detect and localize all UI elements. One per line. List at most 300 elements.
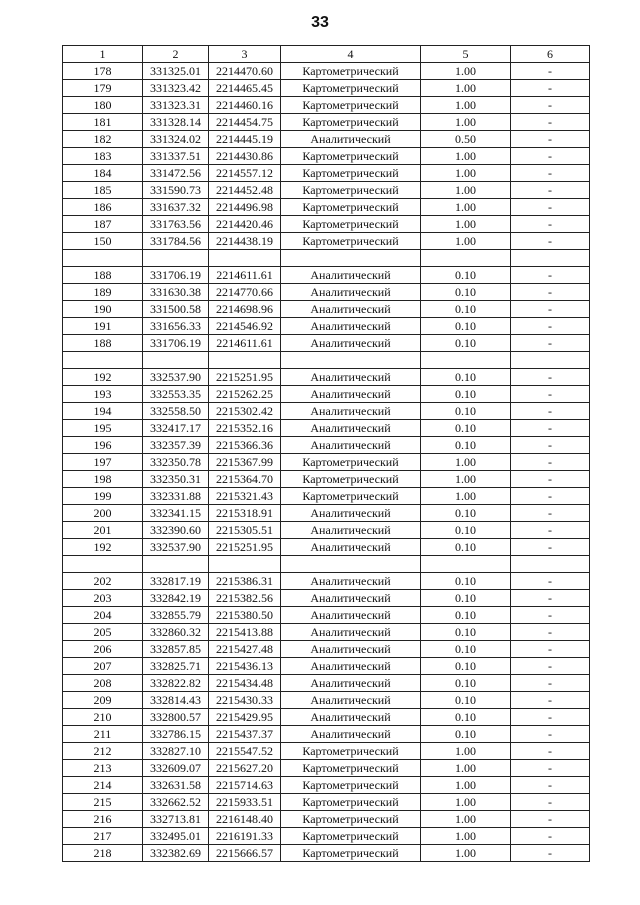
column-header: 5 (421, 46, 511, 63)
table-cell: Аналитический (281, 437, 421, 454)
table-cell: 1.00 (421, 777, 511, 794)
table-cell: 332713.81 (143, 811, 209, 828)
table-row (63, 743, 590, 760)
table-cell: 0.10 (421, 607, 511, 624)
table-cell: Картометрический (281, 794, 421, 811)
table-cell: - (511, 777, 590, 794)
table-cell: 2214452.48 (209, 182, 281, 199)
table-cell: 332558.50 (143, 403, 209, 420)
table-cell: 2215933.51 (209, 794, 281, 811)
table-cell: 207 (63, 658, 143, 675)
table-cell: - (511, 369, 590, 386)
table-cell: 0.10 (421, 505, 511, 522)
table-cell: 182 (63, 131, 143, 148)
table-cell: Картометрический (281, 97, 421, 114)
table-cell: - (511, 335, 590, 352)
table-cell: Картометрический (281, 760, 421, 777)
table-cell: 2215262.25 (209, 386, 281, 403)
table-cell (281, 250, 421, 267)
table-cell: Картометрический (281, 63, 421, 80)
table-cell: 2214770.66 (209, 284, 281, 301)
table-cell: 332357.39 (143, 437, 209, 454)
table-cell: 1.00 (421, 182, 511, 199)
table-cell: 332350.31 (143, 471, 209, 488)
table-row (63, 539, 590, 556)
table-cell: 2215380.50 (209, 607, 281, 624)
table-cell: 192 (63, 539, 143, 556)
table-cell: 194 (63, 403, 143, 420)
table-row (63, 658, 590, 675)
table-cell: 1.00 (421, 216, 511, 233)
table-cell: 190 (63, 301, 143, 318)
table-cell: - (511, 97, 590, 114)
table-row (63, 556, 590, 573)
table-cell (143, 556, 209, 573)
table-cell: - (511, 658, 590, 675)
table-cell: 0.10 (421, 726, 511, 743)
table-cell: Картометрический (281, 743, 421, 760)
table-cell: Аналитический (281, 573, 421, 590)
table-cell: - (511, 743, 590, 760)
table-cell: 1.00 (421, 63, 511, 80)
table-row (63, 182, 590, 199)
table-cell: 332814.43 (143, 692, 209, 709)
table-row (63, 301, 590, 318)
table-cell: Аналитический (281, 522, 421, 539)
table-cell: 2215364.70 (209, 471, 281, 488)
table-cell: 192 (63, 369, 143, 386)
table-row (63, 386, 590, 403)
table-cell: 204 (63, 607, 143, 624)
table-cell: - (511, 284, 590, 301)
table-row (63, 284, 590, 301)
table-cell: 332800.57 (143, 709, 209, 726)
table-cell: 331763.56 (143, 216, 209, 233)
table-cell: 1.00 (421, 233, 511, 250)
table-cell: Картометрический (281, 828, 421, 845)
table-cell: 332495.01 (143, 828, 209, 845)
table-cell: 331590.73 (143, 182, 209, 199)
table-cell: - (511, 607, 590, 624)
table-cell: - (511, 318, 590, 335)
table-row (63, 522, 590, 539)
table-cell: 331325.01 (143, 63, 209, 80)
table-cell: Аналитический (281, 420, 421, 437)
table-cell: 0.10 (421, 658, 511, 675)
table-cell: 332331.88 (143, 488, 209, 505)
table-cell: 197 (63, 454, 143, 471)
table-cell: 200 (63, 505, 143, 522)
table-cell: 203 (63, 590, 143, 607)
table-cell: 181 (63, 114, 143, 131)
table-row (63, 675, 590, 692)
table-cell: 331323.31 (143, 97, 209, 114)
table-cell: - (511, 522, 590, 539)
table-row (63, 250, 590, 267)
table-cell: 332417.17 (143, 420, 209, 437)
table-cell: - (511, 760, 590, 777)
table-cell: 331337.51 (143, 148, 209, 165)
table-cell: 1.00 (421, 114, 511, 131)
table-cell (143, 250, 209, 267)
table-cell: 331630.38 (143, 284, 209, 301)
table-cell (143, 352, 209, 369)
column-header: 1 (63, 46, 143, 63)
table-row (63, 114, 590, 131)
table-cell: 216 (63, 811, 143, 828)
table-cell: 0.10 (421, 403, 511, 420)
table-cell: Аналитический (281, 369, 421, 386)
table-cell: 2215547.52 (209, 743, 281, 760)
table-cell: 2215427.48 (209, 641, 281, 658)
table-row (63, 352, 590, 369)
table-cell: Аналитический (281, 675, 421, 692)
table-cell: 0.10 (421, 573, 511, 590)
table-cell: 332855.79 (143, 607, 209, 624)
table-cell: 1.00 (421, 199, 511, 216)
table-cell: - (511, 80, 590, 97)
table-cell: 0.10 (421, 318, 511, 335)
table-cell: - (511, 488, 590, 505)
page-number: 33 (311, 14, 329, 31)
table-cell: Картометрический (281, 777, 421, 794)
table-cell (209, 352, 281, 369)
table-row (63, 318, 590, 335)
table-cell: - (511, 726, 590, 743)
table-cell: - (511, 216, 590, 233)
table-cell: 331784.56 (143, 233, 209, 250)
table-row (63, 573, 590, 590)
table-cell: 1.00 (421, 811, 511, 828)
table-cell: 2214438.19 (209, 233, 281, 250)
table-cell: Аналитический (281, 709, 421, 726)
table-row (63, 63, 590, 80)
table-cell: - (511, 590, 590, 607)
table-cell: 331328.14 (143, 114, 209, 131)
table-cell: 1.00 (421, 845, 511, 862)
table-cell: 331656.33 (143, 318, 209, 335)
table-cell: 331500.58 (143, 301, 209, 318)
table-cell: Аналитический (281, 641, 421, 658)
table-row (63, 488, 590, 505)
table-cell: 332631.58 (143, 777, 209, 794)
table-cell: - (511, 539, 590, 556)
table-cell: 0.10 (421, 641, 511, 658)
table-row (63, 335, 590, 352)
table-cell: 332857.85 (143, 641, 209, 658)
table-cell: 332537.90 (143, 369, 209, 386)
table-cell: 0.10 (421, 692, 511, 709)
table-cell: Картометрический (281, 80, 421, 97)
table-row (63, 811, 590, 828)
table-cell: 214 (63, 777, 143, 794)
table-cell: 332825.71 (143, 658, 209, 675)
table-row (63, 471, 590, 488)
table-cell: 0.10 (421, 522, 511, 539)
table-row (63, 148, 590, 165)
table-cell: Аналитический (281, 386, 421, 403)
table-cell: Аналитический (281, 335, 421, 352)
table-cell: Аналитический (281, 131, 421, 148)
table-cell: Картометрический (281, 182, 421, 199)
table-cell: - (511, 63, 590, 80)
table-cell: - (511, 794, 590, 811)
table-cell: Аналитический (281, 624, 421, 641)
table-cell: 209 (63, 692, 143, 709)
table-cell: 2214698.96 (209, 301, 281, 318)
table-cell: 332609.07 (143, 760, 209, 777)
table-cell (63, 556, 143, 573)
table-row (63, 454, 590, 471)
table-cell: 2215430.33 (209, 692, 281, 709)
table-cell: 1.00 (421, 743, 511, 760)
table-cell: 1.00 (421, 148, 511, 165)
table-row (63, 624, 590, 641)
table-cell: 1.00 (421, 80, 511, 97)
table-cell: 0.10 (421, 624, 511, 641)
table-cell: 2214430.86 (209, 148, 281, 165)
table-cell: 2214496.98 (209, 199, 281, 216)
table-cell: 0.10 (421, 369, 511, 386)
table-row (63, 403, 590, 420)
table-cell: 0.10 (421, 335, 511, 352)
table-cell: - (511, 828, 590, 845)
table-cell: Аналитический (281, 284, 421, 301)
table-cell: - (511, 148, 590, 165)
table-row (63, 607, 590, 624)
table-cell: 198 (63, 471, 143, 488)
table-cell: - (511, 709, 590, 726)
table-cell: - (511, 624, 590, 641)
table-cell: 0.10 (421, 267, 511, 284)
table-cell: 1.00 (421, 165, 511, 182)
table-cell: 331637.32 (143, 199, 209, 216)
table-cell: 2215366.36 (209, 437, 281, 454)
table-row (63, 233, 590, 250)
table-cell: Аналитический (281, 539, 421, 556)
table-row (63, 777, 590, 794)
table-cell: 212 (63, 743, 143, 760)
table-row (63, 216, 590, 233)
table-cell: - (511, 114, 590, 131)
table-cell: Картометрический (281, 199, 421, 216)
table-cell: 178 (63, 63, 143, 80)
table-cell: 2215666.57 (209, 845, 281, 862)
table-cell: 186 (63, 199, 143, 216)
table-cell: Аналитический (281, 403, 421, 420)
table-cell: 332390.60 (143, 522, 209, 539)
table-row (63, 199, 590, 216)
table-cell: 2215321.43 (209, 488, 281, 505)
table-cell: 2214557.12 (209, 165, 281, 182)
table-cell: - (511, 641, 590, 658)
table-cell: Аналитический (281, 590, 421, 607)
table-row (63, 726, 590, 743)
table-cell: Аналитический (281, 607, 421, 624)
table-cell: 179 (63, 80, 143, 97)
table-cell: Аналитический (281, 318, 421, 335)
table-cell: Картометрический (281, 845, 421, 862)
table-cell: 1.00 (421, 794, 511, 811)
table-row (63, 369, 590, 386)
table-cell (421, 556, 511, 573)
table-cell: 193 (63, 386, 143, 403)
table-row (63, 760, 590, 777)
table-cell: 332350.78 (143, 454, 209, 471)
table-cell: 2214445.19 (209, 131, 281, 148)
table-cell: 210 (63, 709, 143, 726)
table-cell: 332553.35 (143, 386, 209, 403)
table-cell: 213 (63, 760, 143, 777)
table-cell: 0.10 (421, 386, 511, 403)
table-cell: 199 (63, 488, 143, 505)
table-cell: 331323.42 (143, 80, 209, 97)
table-cell: 180 (63, 97, 143, 114)
table-cell: 332662.52 (143, 794, 209, 811)
table-row (63, 80, 590, 97)
table-cell: 2215318.91 (209, 505, 281, 522)
table-cell: 208 (63, 675, 143, 692)
coordinates-table (62, 45, 590, 862)
table-cell: 332786.15 (143, 726, 209, 743)
table-cell (511, 250, 590, 267)
table-cell (511, 556, 590, 573)
table-cell: 332341.15 (143, 505, 209, 522)
table-cell: 196 (63, 437, 143, 454)
table-row (63, 420, 590, 437)
table-cell: Картометрический (281, 148, 421, 165)
table-cell: 0.10 (421, 590, 511, 607)
table-cell: 332827.10 (143, 743, 209, 760)
table-cell: 2215434.48 (209, 675, 281, 692)
table-cell: 1.00 (421, 454, 511, 471)
table-cell: 217 (63, 828, 143, 845)
table-cell: 0.10 (421, 709, 511, 726)
table-cell: 331706.19 (143, 267, 209, 284)
table-cell: 332822.82 (143, 675, 209, 692)
table-cell: - (511, 420, 590, 437)
table-row (63, 641, 590, 658)
table-row (63, 845, 590, 862)
table-cell: 2215302.42 (209, 403, 281, 420)
table-row (63, 828, 590, 845)
table-cell: 2216191.33 (209, 828, 281, 845)
table-cell: - (511, 811, 590, 828)
table-cell: Аналитический (281, 692, 421, 709)
table-cell: Аналитический (281, 658, 421, 675)
table-cell: Аналитический (281, 505, 421, 522)
table-cell: 331324.02 (143, 131, 209, 148)
table-cell: 332842.19 (143, 590, 209, 607)
table-row (63, 709, 590, 726)
table-cell: 2214470.60 (209, 63, 281, 80)
table-cell: - (511, 233, 590, 250)
table-cell: 2215367.99 (209, 454, 281, 471)
table-cell: Аналитический (281, 726, 421, 743)
table-cell: 2216148.40 (209, 811, 281, 828)
table-cell: 2215251.95 (209, 539, 281, 556)
table-cell: - (511, 845, 590, 862)
table-row (63, 97, 590, 114)
table-cell (209, 250, 281, 267)
table-body (63, 63, 590, 862)
table-cell: 189 (63, 284, 143, 301)
table-cell: 183 (63, 148, 143, 165)
table-cell: 201 (63, 522, 143, 539)
table-cell: - (511, 131, 590, 148)
table-cell: 2214420.46 (209, 216, 281, 233)
table-cell: 206 (63, 641, 143, 658)
table-cell (209, 556, 281, 573)
table-cell: 1.00 (421, 760, 511, 777)
table-cell: 0.10 (421, 284, 511, 301)
table-cell: - (511, 182, 590, 199)
table-cell: 2215714.63 (209, 777, 281, 794)
table-cell: Картометрический (281, 488, 421, 505)
table-cell: Картометрический (281, 471, 421, 488)
table-cell: 0.10 (421, 420, 511, 437)
table-cell: 2214611.61 (209, 335, 281, 352)
table-cell: 1.00 (421, 828, 511, 845)
table-cell: 191 (63, 318, 143, 335)
table-cell: 2215386.31 (209, 573, 281, 590)
table-cell: - (511, 437, 590, 454)
table-cell (281, 556, 421, 573)
table-cell: - (511, 505, 590, 522)
table-header-row (63, 46, 590, 63)
table-cell: 2214546.92 (209, 318, 281, 335)
table-cell: Картометрический (281, 216, 421, 233)
table-cell: 2214465.45 (209, 80, 281, 97)
table-cell: 0.10 (421, 437, 511, 454)
table-cell: 331706.19 (143, 335, 209, 352)
table-cell: 0.10 (421, 675, 511, 692)
table-cell (281, 352, 421, 369)
table-row (63, 590, 590, 607)
column-header: 2 (143, 46, 209, 63)
table-cell: 2215305.51 (209, 522, 281, 539)
table-cell: - (511, 573, 590, 590)
table-cell: 332537.90 (143, 539, 209, 556)
table-cell: 2215627.20 (209, 760, 281, 777)
table-cell: 185 (63, 182, 143, 199)
table-cell: 218 (63, 845, 143, 862)
table-row (63, 794, 590, 811)
table-cell: 332382.69 (143, 845, 209, 862)
table-cell: Картометрический (281, 811, 421, 828)
table-cell: Картометрический (281, 233, 421, 250)
table-cell (63, 352, 143, 369)
table-row (63, 505, 590, 522)
column-header: 6 (511, 46, 590, 63)
table-cell: 211 (63, 726, 143, 743)
column-header: 3 (209, 46, 281, 63)
table-cell: - (511, 267, 590, 284)
table-cell: 332817.19 (143, 573, 209, 590)
table-cell: 195 (63, 420, 143, 437)
table-cell: - (511, 471, 590, 488)
table-cell: - (511, 386, 590, 403)
table-cell: - (511, 301, 590, 318)
table-cell: 184 (63, 165, 143, 182)
table-cell: - (511, 675, 590, 692)
table-cell: 2215429.95 (209, 709, 281, 726)
table-cell: 215 (63, 794, 143, 811)
table-cell: 202 (63, 573, 143, 590)
table-cell: - (511, 199, 590, 216)
table-cell (511, 352, 590, 369)
table-cell: 2214454.75 (209, 114, 281, 131)
